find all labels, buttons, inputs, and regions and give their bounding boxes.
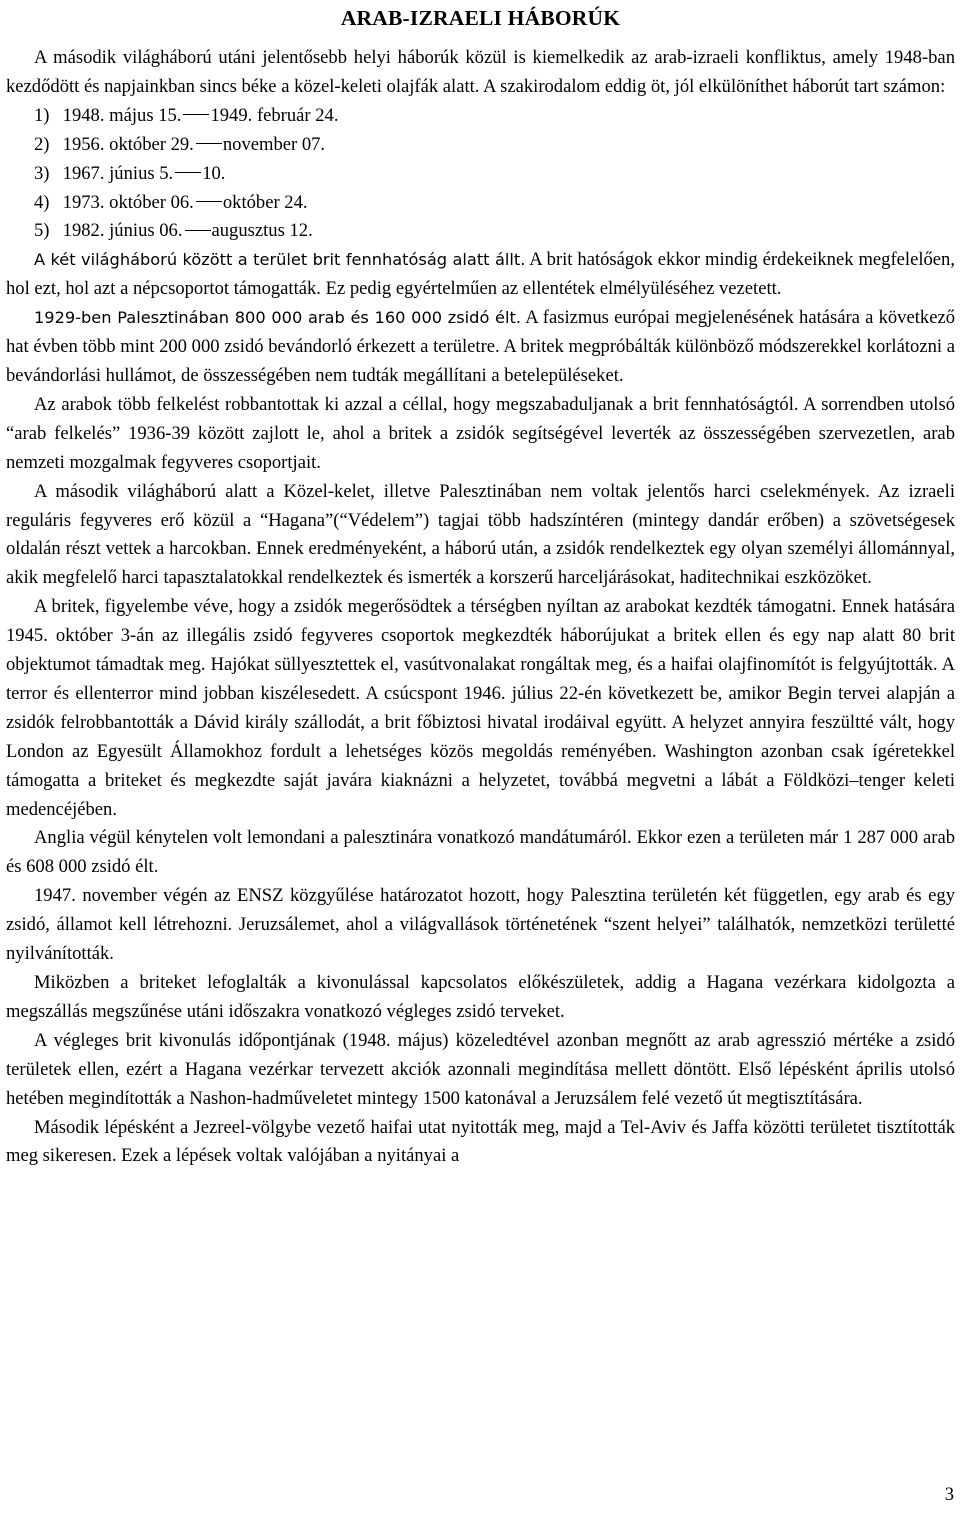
date-range-dash	[175, 172, 201, 173]
war-start-date: 1956. október 29.	[62, 133, 194, 155]
war-end-date: október 24.	[222, 191, 308, 213]
war-end-date: 1949. február 24.	[210, 104, 339, 126]
page-number: 3	[944, 1484, 954, 1505]
date-range-dash	[185, 230, 211, 231]
war-end-date: november 07.	[222, 133, 326, 155]
war-start-date: 1982. június 06.	[62, 220, 183, 242]
paragraph-mandate-end: Anglia végül kénytelen volt lemondani a palesztinára vonatkozó mandátumáról. Ekkor ezen a területen már 1 287 000 arab és 608 000 zsidó élt.	[6, 827, 955, 878]
sentence: A brit hatóságok ekkor mindig érdekeiknek megfelelően, hol ezt, hol azt a népcsoportot támogatták. Ez pedig egyértelműen az ellentétek elmélyüléséhez vezetett.	[6, 249, 955, 300]
war-number: 1)	[34, 104, 50, 126]
war-number: 5)	[34, 220, 50, 242]
document-body	[6, 44, 955, 1171]
paragraph-withdrawal: A végleges brit kivonulás időpontjának (1948. május) közeledtével azonban megnőtt az arab agresszió mértéke a zsidó területek ellen, ezért a Hagana vezérkar tervezett akciók azonnali megindítása mellett döntött. Első lépésként április utolsó hetében megindították a Nashon-hadműveletet mintegy 1500 katonával a Jeruzsálem felé vezető út megtisztítására.	[6, 1029, 955, 1109]
paragraph-british-mandate	[6, 246, 955, 304]
war-end-date: 10.	[202, 162, 226, 184]
date-range-dash	[196, 201, 222, 202]
sentence: A fasizmus európai megjelenésének hatására a következő hat évben több mint 200 000 zsidó bevándorló érkezett a területre. A britek megpróbálták különböző módszerekkel korlátozni a bevándorlási hullámot, de összességében nem tudták megállítani a betelepüléseket.	[6, 307, 956, 386]
war-item	[34, 189, 955, 218]
war-number: 2)	[34, 133, 50, 155]
document-title: ARAB-IZRAELI HÁBORÚK	[340, 6, 621, 30]
war-end-date: augusztus 12.	[211, 220, 313, 242]
war-item	[34, 217, 955, 246]
war-start-date: 1948. május 15.	[62, 104, 182, 126]
paragraph-hagana-plans: Miközben a briteket lefoglalták a kivonulással kapcsolatos előkészületek, addig a Hagana vezérkara kidolgozta a megszállás megszűnése utáni időszakra vonatkozó végleges zsidó terveket.	[6, 972, 955, 1022]
sans-sentence: A két világháború között a terület brit fennhatóság alatt állt.	[34, 250, 526, 270]
war-item	[34, 160, 955, 189]
wars-list	[6, 102, 955, 247]
war-number: 4)	[34, 191, 50, 213]
document-page	[6, 0, 955, 1171]
paragraph-un-resolution: 1947. november végén az ENSZ közgyűlése határozatot hozott, hogy Palesztina területén két független, egy arab és egy zsidó, államot kell létrehozni. Jeruzsálemet, ahol a világvallások történetének “szent helyei” találhatók, nemzetközi területté nyilvánították.	[6, 885, 955, 965]
paragraph-ww2: A második világháború alatt a Közel-kelet, illetve Palesztinában nem voltak jelentős harci cselekmények. Az izraeli reguláris fegyveres erő közül a “Hagana”(“Védelem”) tagjai több hadszíntéren (mintegy dandár erőben) a szövetségesek oldalán részt vettek a harcokban. Ennek eredményeként, a háború után, a zsidók rendelkeztek egy olyan személyi állománnyal, akik megfelelő harci tapasztalatokkal rendelkeztek és ismerték a korszerű harceljárásokat, haditechnikai eszközöket.	[6, 480, 955, 589]
intro-paragraph: A második világháború utáni jelentősebb helyi háborúk közül is kiemelkedik az arab-izraeli konfliktus, amely 1948-ban kezdődött és napjainkban sincs béke a közel-keleti olajfák alatt. A szakirodalom eddig öt, jól elkülöníthet háborút tart számon:	[6, 47, 955, 97]
date-range-dash	[196, 143, 222, 144]
paragraph-arab-uprisings: Az arabok több felkelést robbantottak ki azzal a céllal, hogy megszabaduljanak a brit fennhatóságtól. A sorrendben utolsó “arab felkelés” 1936-39 között zajlott le, ahol a britek a zsidók segítségével leverték az összességében szervezetlen, arab nemzeti mozgalmak fegyveres csoportjait.	[6, 393, 955, 473]
paragraph-british-support: A britek, figyelembe véve, hogy a zsidók megerősödtek a térségben nyíltan az arabokat kezdték támogatni. Ennek hatására 1945. október 3-án az illegális zsidó fegyveres csoportok megkezdték háborújukat a britek ellen és egy nap alatt 80 brit objektumot támadtak meg. Hajókat süllyesztettek el, vasútvonalakat rongáltak meg, és a haifai olajfinomítót is felgyújtották. A terror és ellenterror mind jobban kiszélesedett. A csúcspont 1946. július 22-én következett be, amikor Begin tervei alapján a zsidók felrobbantották a Dávid király szállodát, a brit főbiztosi hivatal irodáival együtt. A helyzet annyira feszültté vált, hogy London az Egyesült Államokhoz fordult a lehetséges közös megoldás reményében. Washington azonban csak ígéretekkel támogatta a briteket és megkezdte saját javára kiaknázni a helyzetet, továbbá megvetni a lábát a Földközi–tenger keleti medencéjében.	[6, 596, 955, 820]
war-item	[34, 131, 955, 160]
war-start-date: 1973. október 06.	[62, 191, 194, 213]
sans-sentence: 1929-ben Palesztinában 800 000 arab és 160 000 zsidó élt.	[34, 308, 522, 328]
paragraph-second-step: Második lépésként a Jezreel-völgybe vezető haifai utat nyitották meg, majd a Tel-Aviv és Jaffa közötti területet tisztították meg sikeresen. Ezek a lépések voltak valójában a nyitányai a	[6, 1116, 955, 1167]
war-start-date: 1967. június 5.	[62, 162, 174, 184]
paragraph-population-1929	[6, 304, 955, 391]
war-number: 3)	[34, 162, 50, 184]
date-range-dash	[183, 114, 209, 115]
war-item	[34, 102, 955, 131]
